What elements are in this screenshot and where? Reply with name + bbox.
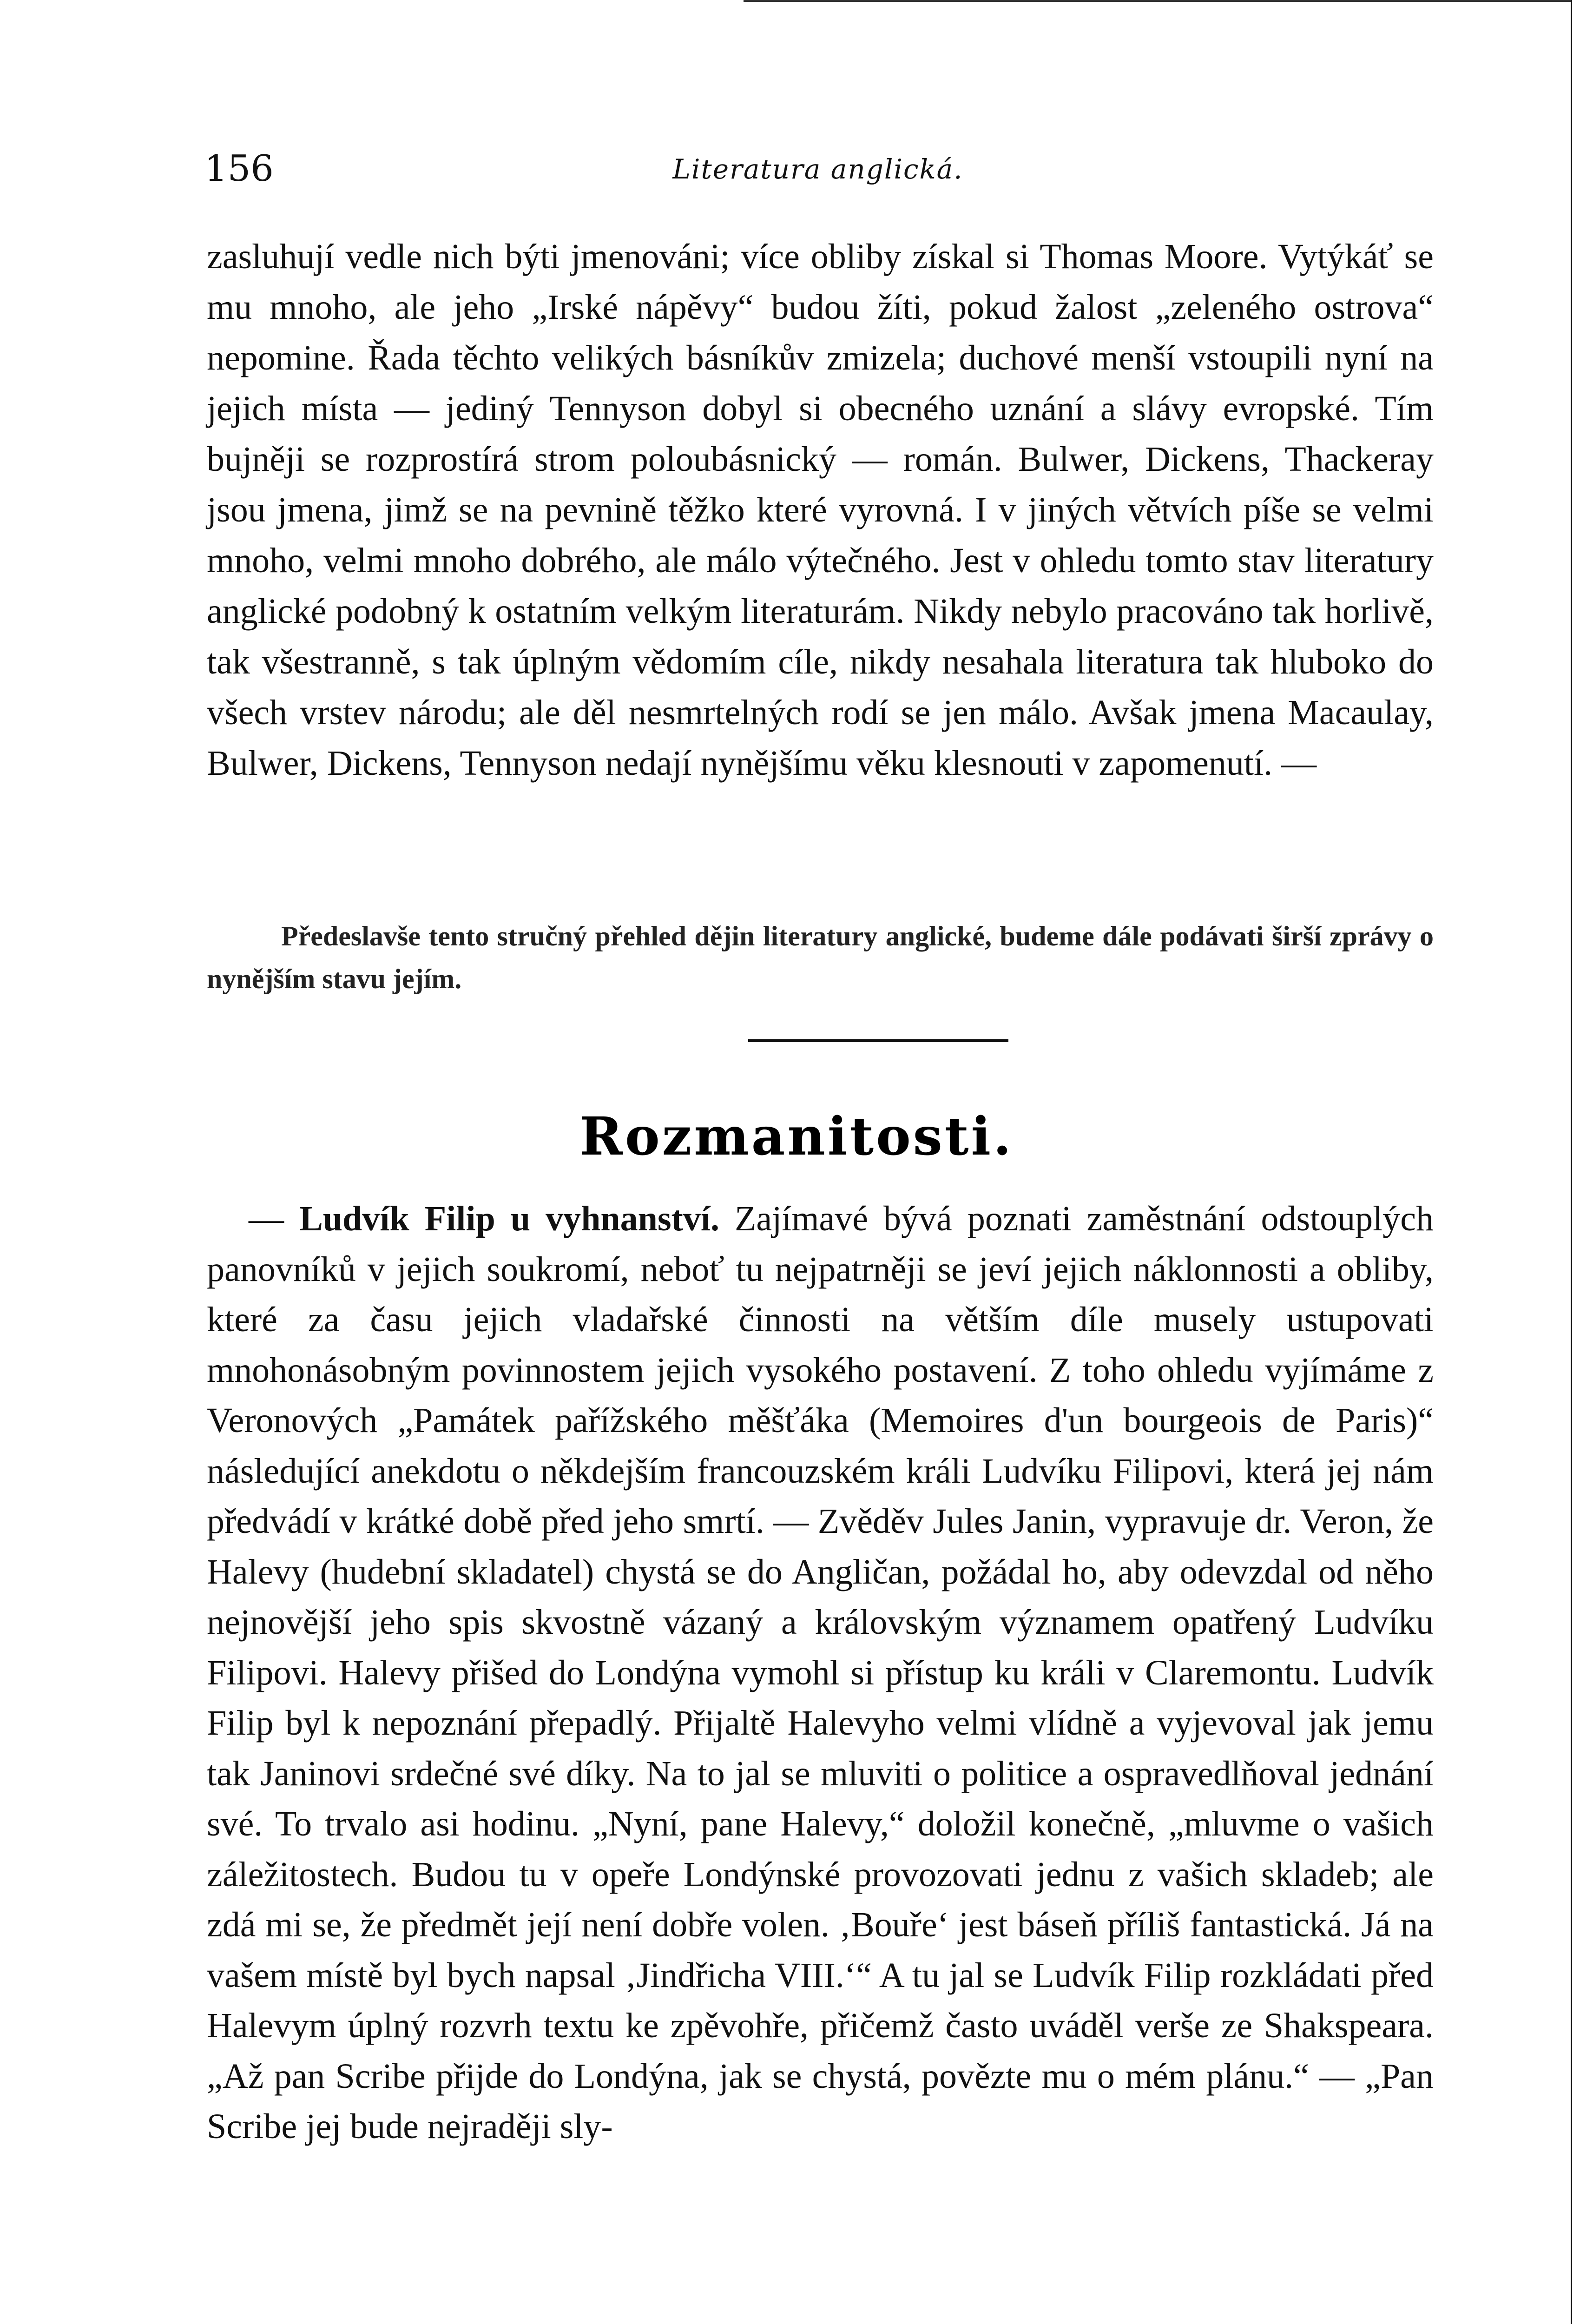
scan-top-edge [744, 0, 1571, 2]
editorial-note: Předeslavše tento stručný přehled dějin literatury anglické, budeme dále podávati širší zprávy o nynějším stavu jejím. [207, 921, 1434, 994]
article-lead: Ludvík Filip u vyhnanství. [299, 1199, 719, 1238]
running-title: Literatura anglická. [672, 153, 963, 185]
intro-paragraph: zasluhují vedle nich býti jmenováni; více obliby získal si Thomas Moore. Vytýkáť se mu mnoho, ale jeho „Irské nápěvy“ budou žíti, pokud žalost „zeleného ostrova“ nepomine. Řada těchto velikých básníkův zmizela; duchové menší vstoupili nyní na jejich místa — jediný Tennyson dobyl si obecného uznání a slávy evropské. Tím bujněji se rozprostírá strom poloubásnický — román. Bulwer, Dickens, Thackeray jsou jmena, jimž se na pevnině těžko které vyrovná. I v jiných větvích píše se velmi mnoho, velmi mnoho dobrého, ale málo výtečného. Jest v ohledu tomto stav literatury anglické podobný k ostatním velkým literaturám. Nikdy nebylo pracováno tak horlivě, tak všestranně, s tak úplným vědomím cíle, nikdy nesahala literatura tak hluboko do všech vrstev národu; ale děl nesmrtelných rodí se jen málo. Avšak jmena Macaulay, Bulwer, Dickens, Tennyson nedají nynějšímu věku klesnouti v zapomenutí. — [207, 237, 1434, 783]
section-divider [748, 1039, 1008, 1042]
article-paragraph [207, 1194, 1434, 2152]
page-number: 156 [204, 148, 274, 190]
article-dash: — [249, 1199, 300, 1238]
section-title: Rozmanitosti. [579, 1106, 1014, 1167]
intro-section [207, 231, 1434, 789]
article-section [207, 1194, 1434, 2152]
page-header [204, 148, 1431, 204]
article-body: Zajímavé bývá poznati zaměstnání odstouplých panovníků v jejich soukromí, neboť tu nejpatrněji se jeví jejich náklonnosti a obliby, které za času jejich vladařské činnosti na větším díle musely ustupovati mnohonásobným povinnostem jejich vysokého postavení. Z toho ohledu vyjímáme z Veronových „Památek pařížského měšťáka (Memoires d'un bourgeois de Paris)“ následující anekdotu o někdejším francouzském králi Ludvíku Filipovi, která jej nám předvádí v krátké době před jeho smrtí. — Zvěděv Jules Janin, vypravuje dr. Veron, že Halevy (hudební skladatel) chystá se do Angličan, požádal ho, aby odevzdal od něho nejnovější jeho spis skvostně vázaný a královským významem opatřený Ludvíku Filipovi. Halevy přišed do Londýna vymohl si přístup ku králi v Claremontu. Ludvík Filip byl k nepoznání přepadlý. Přijaltě Halevyho velmi vlídně a vyjevoval jak jemu tak Janinovi srdečné své díky. Na to jal se mluviti o politice a ospravedlňoval jednání své. To trvalo asi hodinu. „Nyní, pane Halevy,“ doložil konečně, „mluvme o vašich záležitostech. Budou tu v opeře Londýnské provozovati jednu z vašich skladeb; ale zdá mi se, že předmět její není dobře volen. ‚Bouře‘ jest báseň příliš fantastická. Já na vašem místě byl bych napsal ‚Jindřicha VIII.‘“ A tu jal se Ludvík Filip rozkládati před Halevym úplný rozvrh textu ke zpěvohře, přičemž často uváděl verše ze Shakspeara. „Až pan Scribe přijde do Londýna, jak se chystá, povězte mu o mém plánu.“ — „Pan Scribe jej bude nejraději sly- [207, 1199, 1434, 2146]
